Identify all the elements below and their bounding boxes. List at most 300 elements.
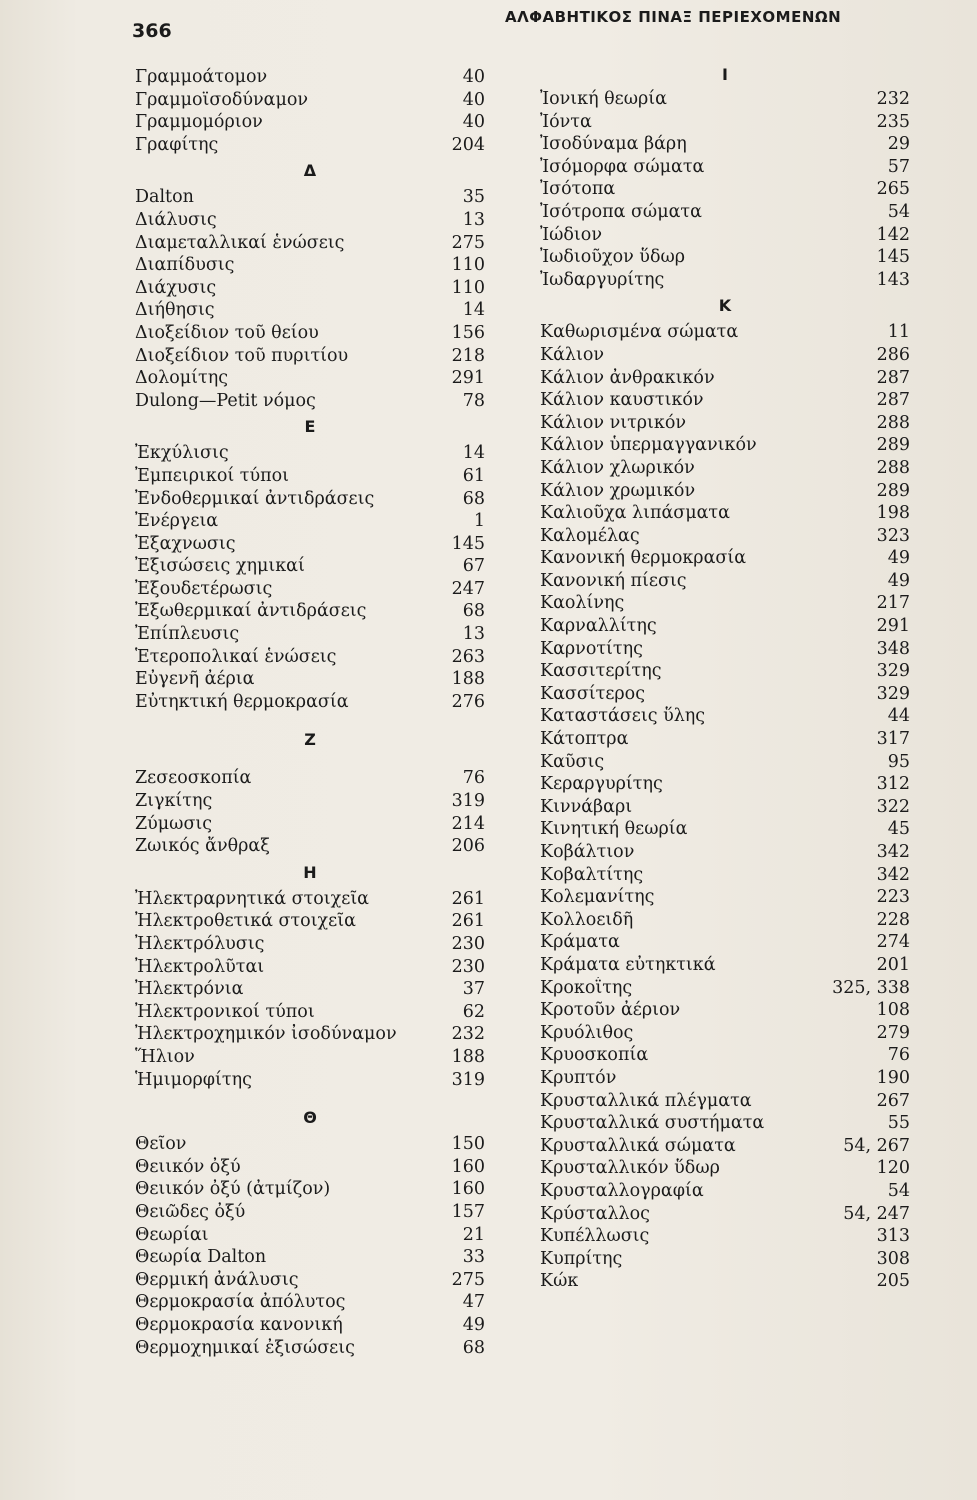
- section-h: [135, 888, 485, 1091]
- index-term: Κάλιον χλωρικόν: [540, 457, 695, 478]
- index-entry: [540, 728, 910, 751]
- index-term: Καολίνης: [540, 593, 625, 614]
- index-term: Ἡμιμορφίτης: [135, 1069, 252, 1090]
- index-term: Διάχυσις: [135, 277, 217, 298]
- index-entry: [540, 1157, 910, 1180]
- index-entry: [135, 835, 485, 858]
- index-entry: [135, 232, 485, 255]
- index-column-left: [135, 66, 485, 1359]
- index-term: Κράματα: [540, 932, 620, 953]
- index-page-ref: 265: [876, 179, 910, 200]
- index-term: Ἐξισώσεις χημικαί: [135, 556, 305, 577]
- section-letter-i: Ι: [722, 65, 728, 84]
- index-entry: [135, 1069, 485, 1092]
- index-term: Διαμεταλλικαί ἑνώσεις: [135, 232, 345, 253]
- index-entry: [540, 886, 910, 909]
- index-page-ref: 54: [887, 201, 910, 222]
- index-page-ref: 156: [451, 322, 485, 343]
- index-entry: [135, 465, 485, 488]
- index-term: Ἑτεροπολικαί ἑνώσεις: [135, 646, 337, 667]
- index-term: Διοξείδιον τοῦ θείου: [135, 322, 319, 343]
- index-term: Καλομέλας: [540, 525, 640, 546]
- index-term: Γραμμοϊσοδύναμον: [135, 89, 309, 110]
- index-entry: [135, 299, 485, 322]
- index-entry: [135, 668, 485, 691]
- index-entry: [540, 931, 910, 954]
- index-page-ref: 214: [451, 813, 485, 834]
- index-page-ref: 1: [473, 511, 485, 532]
- index-term: Ἐξαχνωσις: [135, 533, 236, 554]
- index-term: Θερμοκρασία ἀπόλυτος: [135, 1292, 346, 1313]
- index-term: Κάλιον ἀνθρακικόν: [540, 367, 715, 388]
- index-entry: [540, 1112, 910, 1135]
- index-term: Κινητική θεωρία: [540, 819, 688, 840]
- index-page-ref: 49: [887, 570, 910, 591]
- index-page-ref: 289: [876, 435, 910, 456]
- index-page-ref: 160: [451, 1156, 485, 1177]
- index-page-ref: 267: [876, 1090, 910, 1111]
- index-page-ref: 54: [887, 1180, 910, 1201]
- index-term: Ἐνδοθερμικαί ἀντιδράσεις: [135, 488, 375, 509]
- index-entry: [540, 796, 910, 819]
- index-term: Καλιοῦχα λιπάσματα: [540, 503, 730, 524]
- index-page-ref: 323: [876, 525, 910, 546]
- index-term: Διοξείδιον τοῦ πυριτίου: [135, 345, 349, 366]
- index-entry: [135, 111, 485, 134]
- index-entry: [540, 502, 910, 525]
- index-term: Ἐπίπλευσις: [135, 624, 240, 645]
- index-term: Κεραργυρίτης: [540, 774, 663, 795]
- index-term: Ἠλεκτρονικοί τύποι: [135, 1001, 315, 1022]
- index-page-ref: 275: [451, 232, 485, 253]
- index-entry: [540, 773, 910, 796]
- index-entry: [540, 818, 910, 841]
- index-term: Καθωρισμένα σώματα: [540, 322, 739, 343]
- index-entry: [135, 1133, 485, 1156]
- index-page-ref: 218: [451, 345, 485, 366]
- index-term: Κάλιον ὑπερμαγγανικόν: [540, 435, 757, 456]
- index-entry: [135, 533, 485, 556]
- index-entry: [135, 345, 485, 368]
- index-page-ref: 322: [876, 796, 910, 817]
- index-page-ref: 110: [451, 277, 485, 298]
- index-page-ref: 276: [451, 691, 485, 712]
- index-entry: [135, 442, 485, 465]
- index-entry: [540, 1135, 910, 1158]
- index-term: Κανονική θερμοκρασία: [540, 548, 747, 569]
- index-page-ref: 68: [462, 601, 485, 622]
- index-entry: [135, 1156, 485, 1179]
- index-term: Ἰόντα: [540, 111, 592, 132]
- index-page-ref: 78: [462, 390, 485, 411]
- section-letter-d: Δ: [303, 161, 317, 181]
- index-entry: [135, 209, 485, 232]
- index-term: Θειικόν ὀξύ: [135, 1156, 241, 1177]
- index-term: Εὐτηκτική θερμοκρασία: [135, 691, 349, 712]
- index-term: Καταστάσεις ὕλης: [540, 706, 706, 727]
- index-term: Ἰσοδύναμα βάρη: [540, 134, 687, 155]
- index-page-ref: 40: [462, 67, 485, 87]
- index-page-ref: 319: [451, 791, 485, 812]
- index-page-ref: 223: [876, 887, 910, 908]
- index-entry: [540, 909, 910, 932]
- index-term: Κρυσταλλικά πλέγματα: [540, 1090, 752, 1111]
- page-number: 366: [132, 20, 172, 42]
- index-term: Ἐνέργεια: [135, 511, 219, 532]
- index-entry: [540, 864, 910, 887]
- index-term: Θερμική ἀνάλυσις: [135, 1269, 299, 1290]
- index-page-ref: 29: [887, 134, 910, 155]
- index-term: Ἰωδιοῦχον ὕδωρ: [540, 247, 686, 268]
- index-page-ref: 143: [876, 269, 910, 290]
- index-entry: [135, 134, 485, 157]
- index-entry: [135, 691, 485, 714]
- index-page-ref: 157: [451, 1201, 485, 1222]
- index-term: Ἰωδαργυρίτης: [540, 269, 665, 290]
- index-entry: [540, 156, 910, 179]
- index-term: Διάλυσις: [135, 209, 217, 230]
- index-term: Ἰώδιον: [540, 224, 602, 245]
- index-page-ref: 40: [462, 89, 485, 110]
- index-page-ref: 76: [462, 768, 485, 789]
- index-entry: [540, 705, 910, 728]
- index-term: Ἰσότροπα σώματα: [540, 201, 702, 222]
- index-term: Κρυόλιθος: [540, 1022, 634, 1043]
- index-term: Κολεμανίτης: [540, 887, 655, 908]
- section-letter-z: Ζ: [304, 730, 316, 750]
- index-term: Κάλιον: [540, 344, 605, 365]
- index-term: Γραφίτης: [135, 134, 219, 155]
- index-page-ref: 45: [887, 819, 910, 840]
- index-page-ref: 286: [876, 344, 910, 365]
- index-page-ref: 205: [876, 1271, 910, 1292]
- index-page-ref: 150: [451, 1134, 485, 1155]
- index-page-ref: 247: [451, 578, 485, 599]
- index-page-ref: 13: [462, 624, 485, 645]
- index-page-ref: 287: [876, 367, 910, 388]
- index-entry: [135, 623, 485, 646]
- index-page-ref: 108: [876, 1000, 910, 1021]
- index-page-ref: 288: [876, 457, 910, 478]
- index-page-ref: 319: [451, 1069, 485, 1090]
- index-page-ref: 348: [876, 638, 910, 659]
- index-entry: [540, 1044, 910, 1067]
- index-entry: [540, 1022, 910, 1045]
- index-page-ref: 188: [451, 669, 485, 690]
- index-page-ref: 68: [462, 488, 485, 509]
- index-entry: [540, 389, 910, 412]
- index-entry: [135, 1201, 485, 1224]
- index-entry: [135, 910, 485, 933]
- index-page-ref: 55: [887, 1113, 910, 1134]
- index-page-ref: 263: [451, 646, 485, 667]
- index-page-ref: 14: [462, 300, 485, 321]
- index-page-ref: 232: [876, 89, 910, 109]
- index-entry: [540, 615, 910, 638]
- index-page-ref: 95: [887, 751, 910, 772]
- index-page-ref: 35: [462, 187, 485, 208]
- index-page-ref: 217: [876, 593, 910, 614]
- index-entry: [540, 751, 910, 774]
- index-page-ref: 62: [462, 1001, 485, 1022]
- index-term: Ἰονική θεωρία: [540, 89, 667, 109]
- section-d: [135, 186, 485, 412]
- index-page-ref: 235: [876, 111, 910, 132]
- index-entry: [135, 813, 485, 836]
- index-term: Κιννάβαρι: [540, 796, 633, 817]
- index-term: Κρυοσκοπία: [540, 1045, 649, 1066]
- index-page-ref: 145: [451, 533, 485, 554]
- index-term: Ἠλεκτροχημικόν ἰσοδύναμον: [135, 1024, 397, 1045]
- index-term: Γραμμομόριον: [135, 112, 263, 133]
- index-entry: [540, 480, 910, 503]
- index-entry: [135, 510, 485, 533]
- index-entry: [135, 1314, 485, 1337]
- index-entry: [540, 683, 910, 706]
- index-entry: [135, 390, 485, 413]
- index-page-ref: 279: [876, 1022, 910, 1043]
- index-term: Κρυπτόν: [540, 1067, 617, 1088]
- index-page-ref: 261: [451, 888, 485, 909]
- index-term: Κώκ: [540, 1271, 579, 1292]
- index-page-ref: 275: [451, 1269, 485, 1290]
- index-term: Κυπρίτης: [540, 1248, 623, 1269]
- index-page-ref: 120: [876, 1158, 910, 1179]
- index-page-ref: 57: [887, 156, 910, 177]
- index-entry: [135, 488, 485, 511]
- index-entry: [135, 1337, 485, 1360]
- index-page-ref: 228: [876, 909, 910, 930]
- section-i: [540, 88, 910, 291]
- index-entry: [135, 790, 485, 813]
- index-page-ref: 54, 247: [843, 1203, 910, 1224]
- index-page-ref: 188: [451, 1046, 485, 1067]
- index-term: Ἠλεκτροθετικά στοιχεῖα: [135, 911, 356, 932]
- index-page-ref: 342: [876, 864, 910, 885]
- index-term: Διήθησις: [135, 300, 215, 321]
- index-page-ref: 313: [876, 1226, 910, 1247]
- index-term: Καρνοτίτης: [540, 638, 643, 659]
- index-term: Κασσιτερίτης: [540, 661, 662, 682]
- index-entry: [135, 66, 485, 89]
- index-page-ref: 312: [876, 774, 910, 795]
- index-page-ref: 67: [462, 556, 485, 577]
- index-entry: [540, 178, 910, 201]
- index-term: Κάτοπτρα: [540, 729, 629, 750]
- index-term: Θεῖον: [135, 1134, 187, 1155]
- index-term: Κροτοῦν ἀέριον: [540, 1000, 681, 1021]
- running-title: ΑΛΦΑΒΗΤΙΚΟΣ ΠΙΝΑΞ ΠΕΡΙΕΧΟΜΕΝΩΝ: [505, 8, 842, 26]
- index-page-ref: 308: [876, 1248, 910, 1269]
- index-term: Κολλοειδῆ: [540, 909, 634, 930]
- index-term: Ἠλεκτρολῦται: [135, 956, 265, 977]
- index-entry: [135, 978, 485, 1001]
- index-entry: [540, 367, 910, 390]
- index-entry: [540, 224, 910, 247]
- index-term: Εὐγενῆ ἀέρια: [135, 669, 255, 690]
- index-entry: [135, 1023, 485, 1046]
- index-entry: [540, 246, 910, 269]
- index-entry: [540, 1248, 910, 1271]
- index-page-ref: 201: [876, 954, 910, 975]
- index-entry: [135, 186, 485, 209]
- index-entry: [135, 956, 485, 979]
- index-page-ref: 37: [462, 979, 485, 1000]
- index-page-ref: 21: [462, 1224, 485, 1245]
- index-entry: [540, 269, 910, 292]
- section-letter-th: Θ: [303, 1108, 317, 1128]
- index-column-right: [540, 66, 910, 1293]
- index-entry: [540, 638, 910, 661]
- index-term: Κρυσταλλογραφία: [540, 1180, 704, 1201]
- index-page-ref: 47: [462, 1292, 485, 1313]
- index-entry: [540, 525, 910, 548]
- index-page-ref: 145: [876, 247, 910, 268]
- index-entry: [135, 1046, 485, 1069]
- index-term: Κάλιον καυστικόν: [540, 390, 704, 411]
- index-term: Θερμοχημικαί ἐξισώσεις: [135, 1337, 355, 1358]
- index-term: Δολομίτης: [135, 368, 229, 389]
- index-term: Κυπέλλωσις: [540, 1226, 650, 1247]
- index-page-ref: 49: [462, 1314, 485, 1335]
- index-entry: [135, 1178, 485, 1201]
- index-entry: [540, 457, 910, 480]
- index-entry: [540, 412, 910, 435]
- index-term: Θερμοκρασία κανονική: [135, 1314, 343, 1335]
- index-entry: [135, 1269, 485, 1292]
- section-letter-k: Κ: [718, 296, 732, 316]
- index-term: Ἐξουδετέρωσις: [135, 578, 273, 599]
- index-term: Θειικόν ὀξύ (ἀτμίζον): [135, 1179, 331, 1200]
- section-z: [135, 767, 485, 857]
- index-page-ref: 76: [887, 1045, 910, 1066]
- index-page-ref: 190: [876, 1067, 910, 1088]
- index-entry: [135, 322, 485, 345]
- index-page-ref: 40: [462, 112, 485, 133]
- index-term: Ζεσεοσκοπία: [135, 768, 252, 789]
- index-term: Καρναλλίτης: [540, 616, 657, 637]
- index-term: Κάλιον νιτρικόν: [540, 412, 687, 433]
- index-page-ref: 289: [876, 480, 910, 501]
- index-term: Ἥλιον: [135, 1046, 195, 1067]
- index-term: Κρυσταλλικόν ὕδωρ: [540, 1158, 720, 1179]
- index-term: Ἰσότοπα: [540, 179, 616, 200]
- index-term: Dulong—Petit νόμος: [135, 390, 316, 411]
- index-term: Κοβαλτίτης: [540, 864, 644, 885]
- index-page-ref: 33: [462, 1247, 485, 1268]
- index-entry: [135, 277, 485, 300]
- index-page-ref: 291: [876, 616, 910, 637]
- index-entry: [135, 254, 485, 277]
- index-page-ref: 317: [876, 729, 910, 750]
- index-entry: [540, 1090, 910, 1113]
- index-term: Κρύσταλλος: [540, 1203, 650, 1224]
- index-page-ref: 287: [876, 390, 910, 411]
- index-entry: [135, 888, 485, 911]
- index-entry: [135, 646, 485, 669]
- index-term: Θεωρία Dalton: [135, 1247, 267, 1268]
- index-entry: [540, 434, 910, 457]
- index-term: Κροκοΐτης: [540, 977, 633, 998]
- index-page-ref: 49: [887, 548, 910, 569]
- index-entry: [540, 88, 910, 111]
- index-term: Dalton: [135, 187, 194, 208]
- index-page-ref: 274: [876, 932, 910, 953]
- section-letter-h: Η: [303, 862, 317, 882]
- index-page-ref: 342: [876, 842, 910, 862]
- index-term: Καῦσις: [540, 751, 605, 772]
- index-term: Ἠλεκτρόνια: [135, 979, 244, 1000]
- index-page-ref: 261: [451, 911, 485, 932]
- index-entry: [135, 1291, 485, 1314]
- index-term: Γραμμοάτομον: [135, 67, 268, 87]
- index-entry: [135, 89, 485, 112]
- index-page-ref: 291: [451, 368, 485, 389]
- index-term: Ζωικός ἄνθραξ: [135, 836, 270, 857]
- index-page-ref: 13: [462, 209, 485, 230]
- index-page-ref: 54, 267: [843, 1135, 910, 1156]
- index-entry: [135, 767, 485, 790]
- index-entry: [540, 1270, 910, 1293]
- index-entry: [540, 977, 910, 1000]
- index-page-ref: 230: [451, 956, 485, 977]
- index-term: Θεωρίαι: [135, 1224, 209, 1245]
- index-page-ref: 204: [451, 134, 485, 155]
- index-entry: [540, 660, 910, 683]
- index-page-ref: 232: [451, 1024, 485, 1045]
- index-page-ref: 14: [462, 443, 485, 464]
- index-page-ref: 160: [451, 1179, 485, 1200]
- index-entry: [135, 555, 485, 578]
- index-term: Ἰσόμορφα σώματα: [540, 156, 705, 177]
- index-entry: [540, 547, 910, 570]
- index-entry: [540, 321, 910, 344]
- index-term: Ἐξωθερμικαί ἀντιδράσεις: [135, 601, 367, 622]
- index-term: Ζύμωσις: [135, 813, 213, 834]
- index-entry: [135, 367, 485, 390]
- index-entry: [540, 201, 910, 224]
- index-entry: [135, 578, 485, 601]
- index-entry: [540, 133, 910, 156]
- index-term: Κοβάλτιον: [540, 842, 635, 862]
- index-entry: [540, 999, 910, 1022]
- index-entry: [135, 1246, 485, 1269]
- index-page-ref: 110: [451, 255, 485, 276]
- index-term: Ἠλεκτραρνητικά στοιχεῖα: [135, 888, 369, 909]
- index-entry: [540, 592, 910, 615]
- index-entry: [135, 1001, 485, 1024]
- index-page-ref: 142: [876, 224, 910, 245]
- index-term: Ἠλεκτρόλυσις: [135, 934, 265, 954]
- index-term: Ζιγκίτης: [135, 791, 213, 812]
- index-entry: [540, 1067, 910, 1090]
- index-term: Κρυσταλλικά σώματα: [540, 1135, 736, 1156]
- index-term: Θειῶδες ὀξύ: [135, 1201, 246, 1222]
- index-entry: [540, 1225, 910, 1248]
- index-term: Κρυσταλλικά συστήματα: [540, 1113, 765, 1134]
- index-page-ref: 230: [451, 934, 485, 954]
- index-term: Κράματα εὐτηκτικά: [540, 954, 716, 975]
- index-entry: [135, 933, 485, 956]
- index-term: Κανονική πίεσις: [540, 570, 687, 591]
- index-entry: [540, 570, 910, 593]
- index-page-ref: 329: [876, 683, 910, 704]
- index-page-ref: 11: [887, 322, 910, 343]
- index-page-ref: 329: [876, 661, 910, 682]
- index-entry: [540, 1203, 910, 1226]
- index-term: Ἐκχύλισις: [135, 443, 229, 464]
- index-entry: [135, 1224, 485, 1247]
